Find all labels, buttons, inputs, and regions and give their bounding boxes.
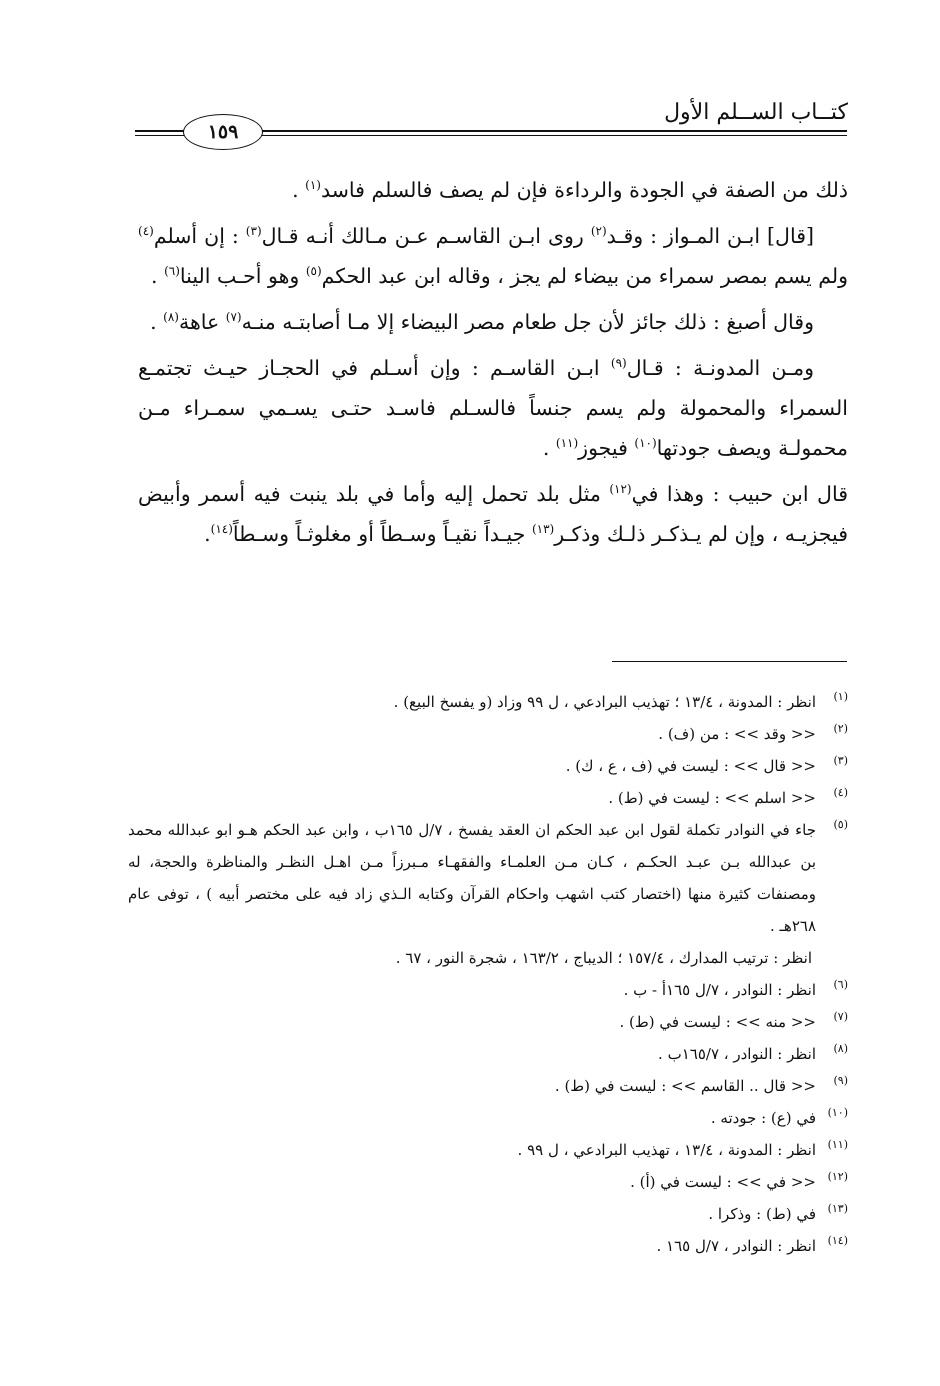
footnote-ref[interactable]: (١٢) [609, 482, 632, 497]
footnote-text: انظر : ترتيب المدارك ، ١٥٧/٤ ؛ الديباج ، ١٦٣/٢ ، شجرة النور ، ٦٧ . [395, 949, 812, 967]
footnote-separator [612, 661, 847, 662]
footnote-number: (١٣) [827, 1202, 848, 1215]
paragraph-2: [قال] ابـن المـواز : وقـد$^{(٢)}$ روى ابـن القاسـم عـن مـالك أنـه قـال$^{(٣)}$ : إن أسلم$^{(٤)}$ ولم يسم بمصر سمراء من بيضاء لم يجز ، وقاله ابن عبد الحكم$^{(٥)}$ وهو أحـب الينا$^{(٦)}$ . [138, 224, 848, 288]
footnote-text: في (ط) : وذكرا . [708, 1205, 816, 1223]
footnote-ref[interactable]: (٢) [590, 224, 607, 239]
footnote-number: (٣) [833, 754, 848, 767]
footnote-item [128, 1102, 848, 1134]
footnote-item [128, 1038, 848, 1070]
paragraph-5: قال ابن حبيب : وهذا في$^{(١٢)}$ مثل بلد تحمل إليه وأما في بلد ينبت فيه أسمر وأبيض فيجزيـه ، وإن لم يـذكـر ذلـك وذكـر$^{(١٣)}$ جيـداً نقيـاً وسـطاً أو مغلوثـاً وسـطاً$^{(١٤)}$. [138, 482, 848, 546]
footnote-source-line [128, 942, 848, 974]
footnote-number: (١٢) [827, 1170, 848, 1183]
paragraph-1: ذلك من الصفة في الجودة والرداءة فإن لم يصف فالسلم فاسد$^{(١)}$ . [292, 178, 848, 202]
footnote-ref[interactable]: (٤) [138, 224, 154, 239]
footnotes [128, 686, 848, 1262]
paragraph-4: ومـن المدونـة : قـال$^{(٩)}$ ابـن القاسـم : وإن أسـلم في الحجـاز حيـث تجتمـع السمراء والمحمولة ولم يسم جنساً فالسـلم فاسـد حتـى يسـمي سمـراء مـن محمولـة ويصف جودتها$^{(١٠)}$ فيجوز$^{(١١)}$ . [138, 356, 848, 460]
footnote-ref[interactable]: (١٣) [531, 522, 555, 537]
footnote-text: جاء في النوادر تكملة لقول ابن عبد الحكم ان العقد يفسخ ، ٧/ل ١٦٥ب ، وابن عبد الحكم هـو ابو عبدالله محمد بن عبدالله بـن عبـد الحكـم ، كـان مـن العلمـاء والفقهـاء مـبرزاً مـن اهـل النظـر والمناظرة والحجة، له ومصنفات كثيرة منها (اختصار كتب اشهب واحكام القرآن وكتابه الـذي زاد فيه على مختصر أبيه ) ، توفى عام ٢٦٨هـ . [128, 821, 816, 935]
footnote-text: << وقد >> : من (ف) . [658, 725, 816, 743]
footnote-number: (١) [833, 690, 848, 703]
footnote-number: (٦) [833, 978, 848, 991]
footnote-number: (١٤) [827, 1234, 848, 1247]
footnote-item [128, 686, 848, 718]
main-text [138, 170, 848, 560]
footnote-item [128, 1006, 848, 1038]
footnote-ref[interactable]: (١١) [555, 436, 579, 451]
footnote-item [128, 814, 848, 942]
running-title: كتــاب الســلم الأول [664, 100, 848, 125]
footnote-number: (١١) [827, 1138, 848, 1151]
footnote-number: (٨) [833, 1042, 848, 1055]
footnote-ref[interactable]: (٨) [163, 310, 179, 325]
footnote-number: (٩) [833, 1074, 848, 1087]
footnote-ref[interactable]: (١٠) [634, 436, 657, 451]
footnote-text: << قال >> : ليست في (ف ، ع ، ك) . [565, 757, 816, 775]
footnote-number: (٢) [833, 722, 848, 735]
footnote-item [128, 782, 848, 814]
footnote-ref[interactable]: (٣) [245, 224, 262, 239]
footnote-text: << منه >> : ليست في (ط) . [619, 1013, 816, 1031]
footnote-item [128, 974, 848, 1006]
page-number: ١٥٩ [183, 114, 263, 150]
footnote-text: << قال .. القاسم >> : ليست في (ط) . [554, 1077, 816, 1095]
footnote-ref[interactable]: (١) [305, 178, 321, 193]
footnote-number: (٧) [833, 1010, 848, 1023]
footnote-number: (٥) [833, 818, 848, 831]
footnote-number: (١٠) [827, 1106, 848, 1119]
footnote-item [128, 750, 848, 782]
footnote-ref[interactable]: (٧) [225, 310, 242, 325]
footnote-ref[interactable]: (١٤) [210, 522, 233, 537]
paragraph-3: وقال أصبغ : ذلك جائز لأن جل طعام مصر البيضاء إلا مـا أصابتـه منـه$^{(٧)}$ عاهة$^{(٨)}$ . [150, 310, 814, 334]
footnote-ref[interactable]: (٥) [305, 264, 322, 279]
footnote-text: انظر : المدونة ، ١٣/٤ ، تهذيب البرادعي ، ل ٩٩ . [517, 1141, 816, 1159]
footnote-text: انظر : المدونة ، ١٣/٤ ؛ تهذيب البرادعي ، ل ٩٩ وزاد (و يفسخ البيع) . [393, 693, 816, 711]
footnote-item [128, 1230, 848, 1262]
footnote-text: << في >> : ليست في (أ) . [630, 1173, 816, 1191]
footnote-item [128, 1070, 848, 1102]
footnote-ref[interactable]: (٩) [610, 356, 627, 371]
footnote-text: انظر : النوادر ، ٧/ل ١٦٥أ - ب . [623, 981, 816, 999]
footnote-item [128, 1166, 848, 1198]
footnote-item [128, 718, 848, 750]
footnote-text: انظر : النوادر ، ١٦٥/٧ب . [658, 1045, 816, 1063]
footnote-item [128, 1134, 848, 1166]
footnote-text: انظر : النوادر ، ٧/ل ١٦٥ . [656, 1237, 816, 1255]
footnote-item [128, 1198, 848, 1230]
footnote-text: << اسلم >> : ليست في (ط) . [608, 789, 816, 807]
footnote-number: (٤) [833, 786, 848, 799]
footnote-ref[interactable]: (٦) [164, 264, 180, 279]
footnote-text: في (ع) : جودته . [710, 1109, 816, 1127]
